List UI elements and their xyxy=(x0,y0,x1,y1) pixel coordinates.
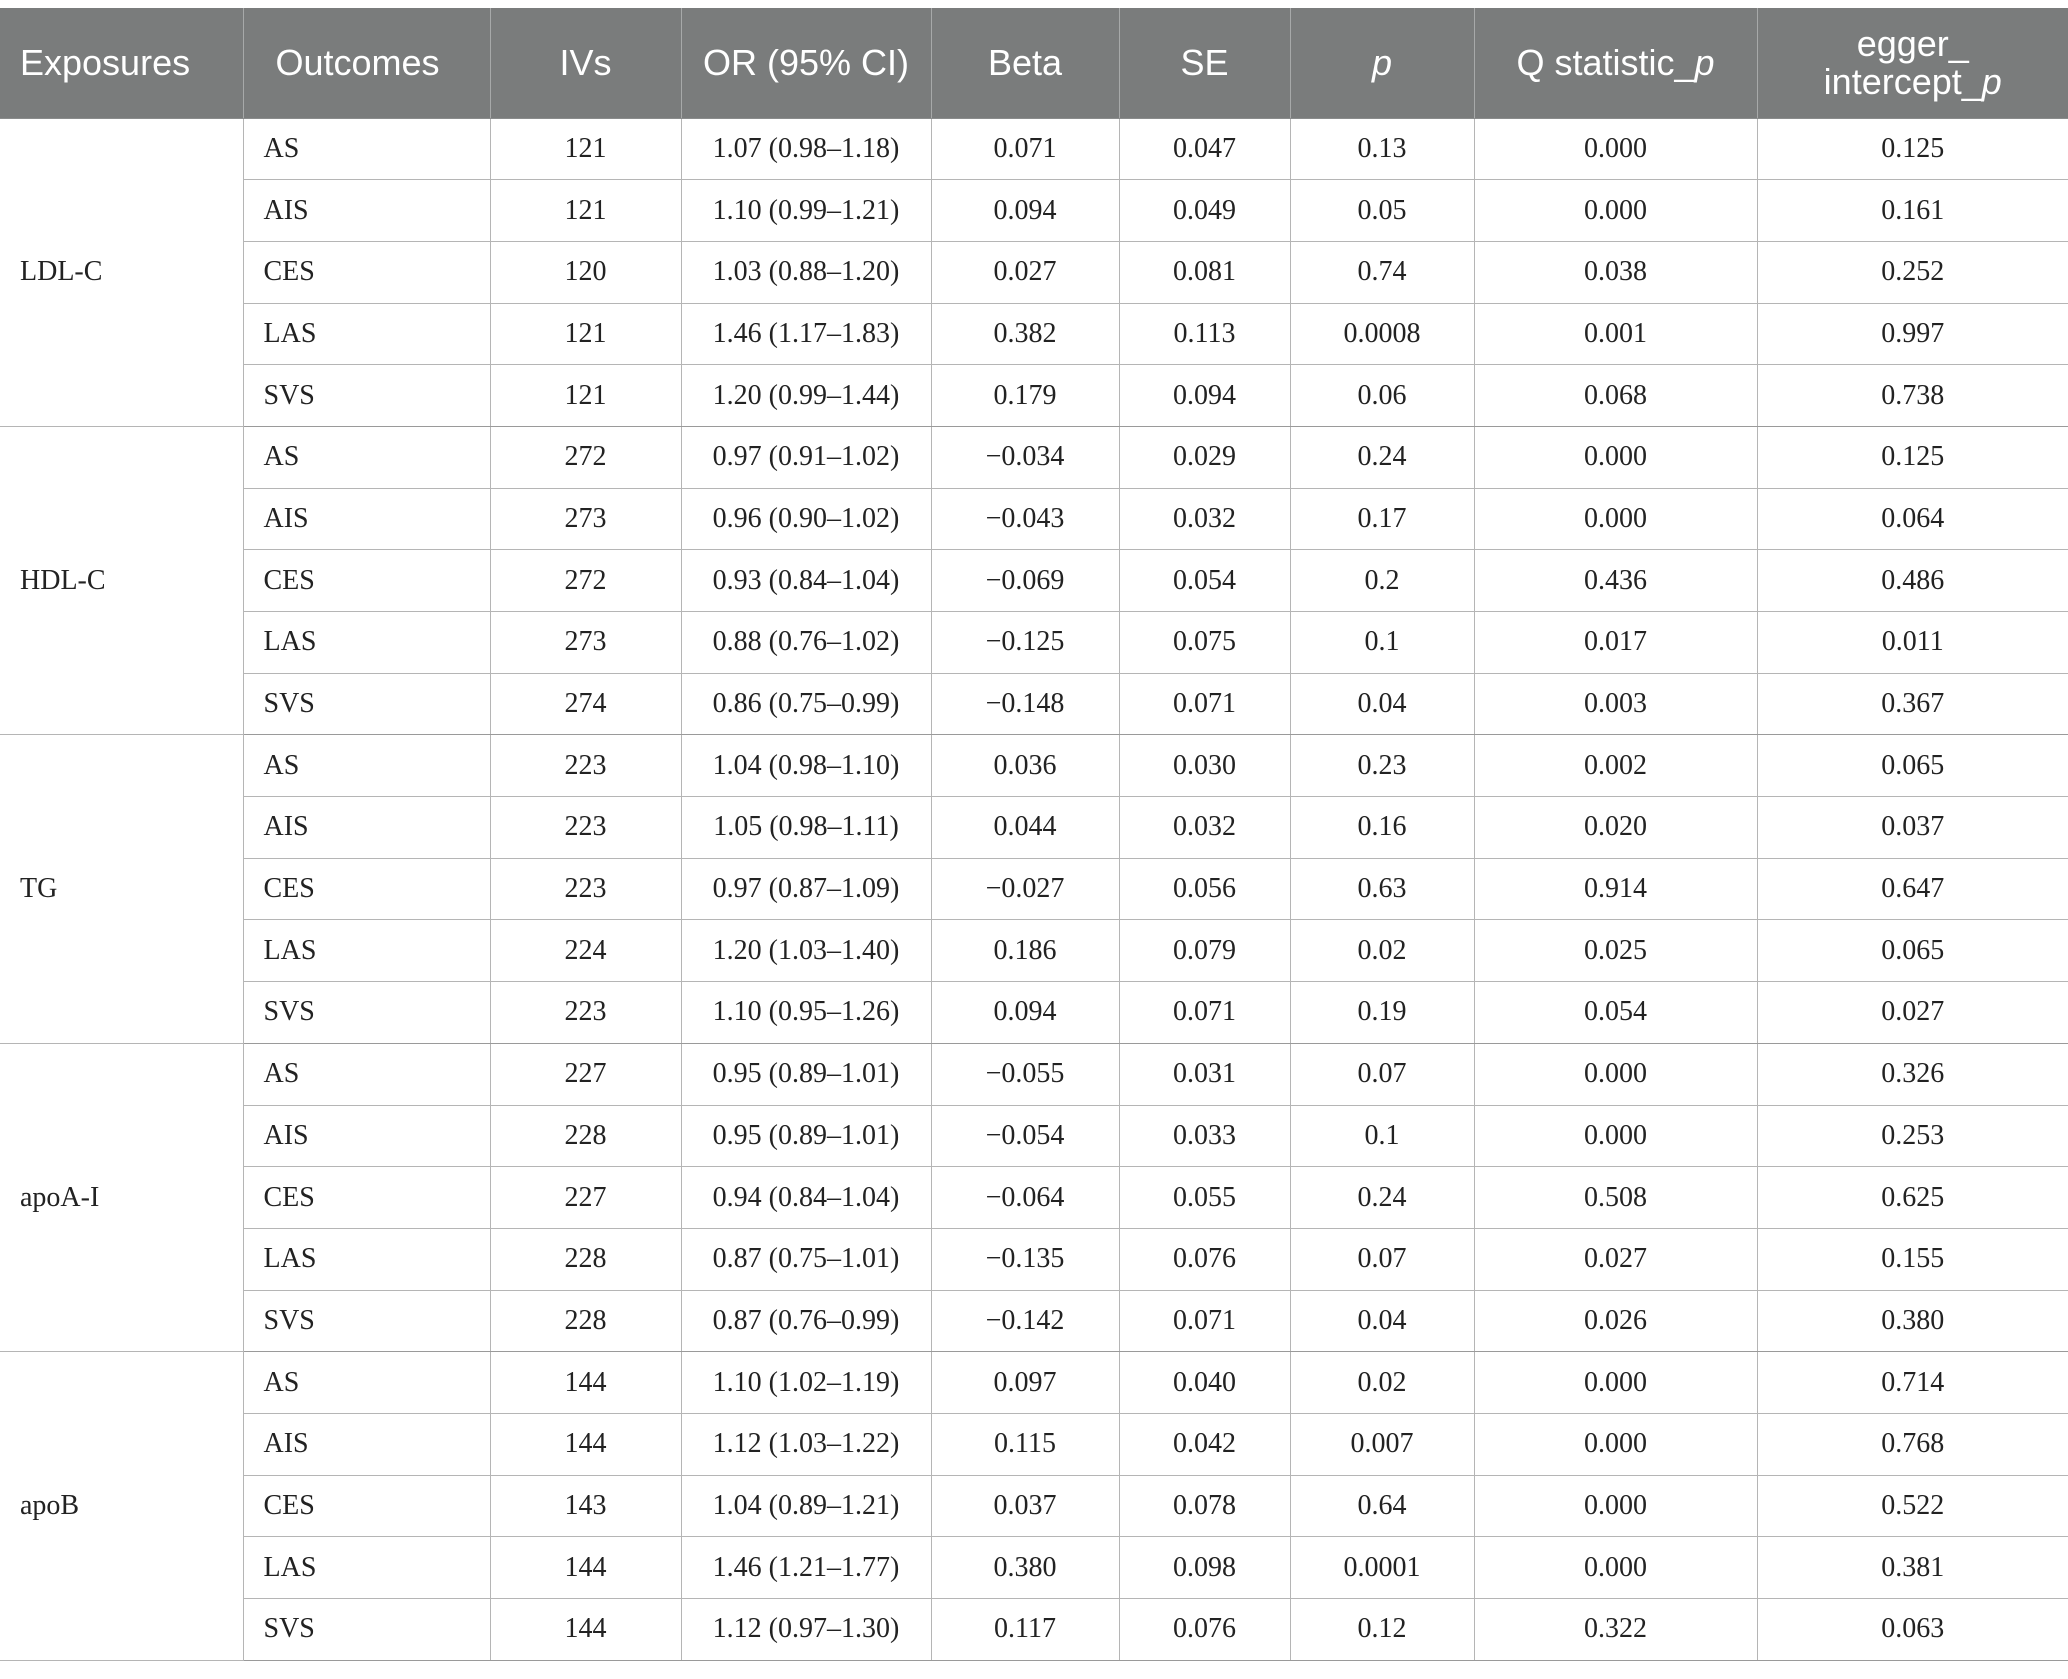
q-statistic-cell: 0.000 xyxy=(1474,118,1757,180)
header-q-italic: p xyxy=(1694,41,1715,83)
or-cell: 0.95 (0.89–1.01) xyxy=(681,1105,931,1167)
q-statistic-cell: 0.038 xyxy=(1474,241,1757,303)
p-cell: 0.13 xyxy=(1290,118,1474,180)
or-cell: 0.97 (0.91–1.02) xyxy=(681,426,931,488)
beta-cell: 0.115 xyxy=(931,1413,1119,1475)
outcome-cell: SVS xyxy=(243,1599,490,1661)
p-cell: 0.04 xyxy=(1290,1290,1474,1352)
p-cell: 0.23 xyxy=(1290,735,1474,797)
outcome-cell: AIS xyxy=(243,1413,490,1475)
table-row xyxy=(0,1105,2068,1167)
se-cell: 0.094 xyxy=(1119,365,1290,427)
table-row xyxy=(0,1537,2068,1599)
or-cell: 0.94 (0.84–1.04) xyxy=(681,1167,931,1229)
q-statistic-cell: 0.001 xyxy=(1474,303,1757,365)
q-statistic-cell: 0.914 xyxy=(1474,858,1757,920)
se-cell: 0.055 xyxy=(1119,1167,1290,1229)
beta-cell: −0.034 xyxy=(931,426,1119,488)
beta-cell: −0.027 xyxy=(931,858,1119,920)
se-cell: 0.079 xyxy=(1119,920,1290,982)
table-row xyxy=(0,426,2068,488)
p-cell: 0.02 xyxy=(1290,1352,1474,1414)
table-row xyxy=(0,982,2068,1044)
or-cell: 0.96 (0.90–1.02) xyxy=(681,488,931,550)
egger-intercept-cell: 0.997 xyxy=(1757,303,2068,365)
or-cell: 0.88 (0.76–1.02) xyxy=(681,612,931,674)
ivs-cell: 274 xyxy=(490,673,681,735)
table-row xyxy=(0,1475,2068,1537)
beta-cell: −0.069 xyxy=(931,550,1119,612)
p-cell: 0.12 xyxy=(1290,1599,1474,1661)
ivs-cell: 272 xyxy=(490,550,681,612)
beta-cell: 0.044 xyxy=(931,797,1119,859)
table-row xyxy=(0,241,2068,303)
exposure-cell: LDL-C xyxy=(0,118,243,426)
or-cell: 1.04 (0.89–1.21) xyxy=(681,1475,931,1537)
table-body xyxy=(0,118,2068,1660)
table-row xyxy=(0,612,2068,674)
table-row xyxy=(0,797,2068,859)
ivs-cell: 120 xyxy=(490,241,681,303)
beta-cell: −0.043 xyxy=(931,488,1119,550)
header-outcomes: Outcomes xyxy=(243,8,490,118)
or-cell: 1.46 (1.21–1.77) xyxy=(681,1537,931,1599)
or-cell: 1.05 (0.98–1.11) xyxy=(681,797,931,859)
header-q-prefix: Q statistic_ xyxy=(1516,41,1695,83)
egger-intercept-cell: 0.037 xyxy=(1757,797,2068,859)
table-row xyxy=(0,673,2068,735)
header-p-label: p xyxy=(1371,41,1393,83)
ivs-cell: 223 xyxy=(490,735,681,797)
se-cell: 0.113 xyxy=(1119,303,1290,365)
ivs-cell: 228 xyxy=(490,1105,681,1167)
egger-intercept-cell: 0.011 xyxy=(1757,612,2068,674)
se-cell: 0.071 xyxy=(1119,1290,1290,1352)
q-statistic-cell: 0.000 xyxy=(1474,1475,1757,1537)
egger-intercept-cell: 0.326 xyxy=(1757,1043,2068,1105)
ivs-cell: 224 xyxy=(490,920,681,982)
or-cell: 1.12 (0.97–1.30) xyxy=(681,1599,931,1661)
or-cell: 0.86 (0.75–0.99) xyxy=(681,673,931,735)
ivs-cell: 272 xyxy=(490,426,681,488)
ivs-cell: 223 xyxy=(490,982,681,1044)
ivs-cell: 144 xyxy=(490,1537,681,1599)
se-cell: 0.076 xyxy=(1119,1228,1290,1290)
table-row xyxy=(0,1228,2068,1290)
table-row xyxy=(0,1352,2068,1414)
outcome-cell: CES xyxy=(243,550,490,612)
q-statistic-cell: 0.000 xyxy=(1474,180,1757,242)
egger-intercept-cell: 0.252 xyxy=(1757,241,2068,303)
q-statistic-cell: 0.000 xyxy=(1474,1105,1757,1167)
q-statistic-cell: 0.436 xyxy=(1474,550,1757,612)
se-cell: 0.040 xyxy=(1119,1352,1290,1414)
beta-cell: 0.382 xyxy=(931,303,1119,365)
outcome-cell: AIS xyxy=(243,180,490,242)
or-cell: 1.10 (0.95–1.26) xyxy=(681,982,931,1044)
p-cell: 0.04 xyxy=(1290,673,1474,735)
table-row xyxy=(0,1599,2068,1661)
outcome-cell: AS xyxy=(243,735,490,797)
table-row xyxy=(0,303,2068,365)
outcome-cell: AS xyxy=(243,118,490,180)
p-cell: 0.1 xyxy=(1290,612,1474,674)
p-cell: 0.1 xyxy=(1290,1105,1474,1167)
or-cell: 1.20 (0.99–1.44) xyxy=(681,365,931,427)
exposure-cell: HDL-C xyxy=(0,426,243,734)
egger-intercept-cell: 0.768 xyxy=(1757,1413,2068,1475)
beta-cell: 0.380 xyxy=(931,1537,1119,1599)
outcome-cell: SVS xyxy=(243,1290,490,1352)
p-cell: 0.17 xyxy=(1290,488,1474,550)
beta-cell: −0.148 xyxy=(931,673,1119,735)
p-cell: 0.24 xyxy=(1290,1167,1474,1229)
header-egger-line1: egger_ xyxy=(1856,22,1969,64)
se-cell: 0.049 xyxy=(1119,180,1290,242)
or-cell: 1.46 (1.17–1.83) xyxy=(681,303,931,365)
q-statistic-cell: 0.000 xyxy=(1474,1537,1757,1599)
p-cell: 0.07 xyxy=(1290,1228,1474,1290)
egger-intercept-cell: 0.367 xyxy=(1757,673,2068,735)
outcome-cell: AIS xyxy=(243,797,490,859)
header-egger-italic: p xyxy=(1981,60,2002,102)
egger-intercept-cell: 0.647 xyxy=(1757,858,2068,920)
egger-intercept-cell: 0.714 xyxy=(1757,1352,2068,1414)
q-statistic-cell: 0.068 xyxy=(1474,365,1757,427)
ivs-cell: 227 xyxy=(490,1043,681,1105)
p-cell: 0.0001 xyxy=(1290,1537,1474,1599)
egger-intercept-cell: 0.065 xyxy=(1757,735,2068,797)
q-statistic-cell: 0.000 xyxy=(1474,1352,1757,1414)
egger-intercept-cell: 0.161 xyxy=(1757,180,2068,242)
se-cell: 0.042 xyxy=(1119,1413,1290,1475)
or-cell: 0.93 (0.84–1.04) xyxy=(681,550,931,612)
egger-intercept-cell: 0.064 xyxy=(1757,488,2068,550)
ivs-cell: 228 xyxy=(490,1290,681,1352)
egger-intercept-cell: 0.065 xyxy=(1757,920,2068,982)
beta-cell: 0.186 xyxy=(931,920,1119,982)
egger-intercept-cell: 0.155 xyxy=(1757,1228,2068,1290)
q-statistic-cell: 0.000 xyxy=(1474,426,1757,488)
table-row xyxy=(0,1413,2068,1475)
p-cell: 0.16 xyxy=(1290,797,1474,859)
se-cell: 0.031 xyxy=(1119,1043,1290,1105)
or-cell: 1.10 (0.99–1.21) xyxy=(681,180,931,242)
beta-cell: 0.097 xyxy=(931,1352,1119,1414)
ivs-cell: 223 xyxy=(490,858,681,920)
table-row xyxy=(0,858,2068,920)
beta-cell: 0.027 xyxy=(931,241,1119,303)
q-statistic-cell: 0.003 xyxy=(1474,673,1757,735)
q-statistic-cell: 0.054 xyxy=(1474,982,1757,1044)
egger-intercept-cell: 0.253 xyxy=(1757,1105,2068,1167)
exposure-cell: apoB xyxy=(0,1352,243,1660)
header-egger-intercept xyxy=(1757,8,2068,118)
q-statistic-cell: 0.000 xyxy=(1474,1043,1757,1105)
beta-cell: 0.179 xyxy=(931,365,1119,427)
table-row xyxy=(0,365,2068,427)
se-cell: 0.032 xyxy=(1119,797,1290,859)
se-cell: 0.081 xyxy=(1119,241,1290,303)
outcome-cell: AS xyxy=(243,426,490,488)
header-p xyxy=(1290,8,1474,118)
q-statistic-cell: 0.027 xyxy=(1474,1228,1757,1290)
outcome-cell: SVS xyxy=(243,673,490,735)
egger-intercept-cell: 0.381 xyxy=(1757,1537,2068,1599)
beta-cell: 0.071 xyxy=(931,118,1119,180)
egger-intercept-cell: 0.027 xyxy=(1757,982,2068,1044)
p-cell: 0.63 xyxy=(1290,858,1474,920)
se-cell: 0.056 xyxy=(1119,858,1290,920)
egger-intercept-cell: 0.125 xyxy=(1757,426,2068,488)
beta-cell: −0.135 xyxy=(931,1228,1119,1290)
outcome-cell: CES xyxy=(243,1475,490,1537)
or-cell: 0.87 (0.76–0.99) xyxy=(681,1290,931,1352)
se-cell: 0.071 xyxy=(1119,982,1290,1044)
se-cell: 0.071 xyxy=(1119,673,1290,735)
egger-intercept-cell: 0.522 xyxy=(1757,1475,2068,1537)
outcome-cell: AS xyxy=(243,1043,490,1105)
outcome-cell: LAS xyxy=(243,1228,490,1290)
outcome-cell: LAS xyxy=(243,612,490,674)
beta-cell: −0.125 xyxy=(931,612,1119,674)
q-statistic-cell: 0.017 xyxy=(1474,612,1757,674)
ivs-cell: 121 xyxy=(490,118,681,180)
beta-cell: 0.036 xyxy=(931,735,1119,797)
or-cell: 0.97 (0.87–1.09) xyxy=(681,858,931,920)
se-cell: 0.098 xyxy=(1119,1537,1290,1599)
beta-cell: 0.117 xyxy=(931,1599,1119,1661)
or-cell: 0.95 (0.89–1.01) xyxy=(681,1043,931,1105)
q-statistic-cell: 0.025 xyxy=(1474,920,1757,982)
ivs-cell: 121 xyxy=(490,180,681,242)
egger-intercept-cell: 0.380 xyxy=(1757,1290,2068,1352)
egger-intercept-cell: 0.738 xyxy=(1757,365,2068,427)
outcome-cell: CES xyxy=(243,1167,490,1229)
table-row xyxy=(0,1167,2068,1229)
outcome-cell: CES xyxy=(243,858,490,920)
ivs-cell: 223 xyxy=(490,797,681,859)
se-cell: 0.030 xyxy=(1119,735,1290,797)
header-ivs: IVs xyxy=(490,8,681,118)
beta-cell: −0.055 xyxy=(931,1043,1119,1105)
header-q-statistic xyxy=(1474,8,1757,118)
beta-cell: 0.094 xyxy=(931,982,1119,1044)
table-row xyxy=(0,1290,2068,1352)
table-row xyxy=(0,1043,2068,1105)
ivs-cell: 227 xyxy=(490,1167,681,1229)
egger-intercept-cell: 0.063 xyxy=(1757,1599,2068,1661)
header-or: OR (95% CI) xyxy=(681,8,931,118)
egger-intercept-cell: 0.625 xyxy=(1757,1167,2068,1229)
exposure-cell: apoA-I xyxy=(0,1043,243,1351)
results-table xyxy=(0,8,2068,1661)
header-row xyxy=(0,8,2068,118)
outcome-cell: AIS xyxy=(243,1105,490,1167)
outcome-cell: LAS xyxy=(243,920,490,982)
table-row xyxy=(0,180,2068,242)
header-se: SE xyxy=(1119,8,1290,118)
se-cell: 0.032 xyxy=(1119,488,1290,550)
or-cell: 1.10 (1.02–1.19) xyxy=(681,1352,931,1414)
se-cell: 0.076 xyxy=(1119,1599,1290,1661)
outcome-cell: LAS xyxy=(243,1537,490,1599)
beta-cell: 0.094 xyxy=(931,180,1119,242)
or-cell: 0.87 (0.75–1.01) xyxy=(681,1228,931,1290)
p-cell: 0.19 xyxy=(1290,982,1474,1044)
table-row xyxy=(0,920,2068,982)
se-cell: 0.075 xyxy=(1119,612,1290,674)
se-cell: 0.029 xyxy=(1119,426,1290,488)
outcome-cell: LAS xyxy=(243,303,490,365)
ivs-cell: 121 xyxy=(490,303,681,365)
q-statistic-cell: 0.508 xyxy=(1474,1167,1757,1229)
ivs-cell: 143 xyxy=(490,1475,681,1537)
ivs-cell: 121 xyxy=(490,365,681,427)
beta-cell: −0.142 xyxy=(931,1290,1119,1352)
se-cell: 0.033 xyxy=(1119,1105,1290,1167)
beta-cell: 0.037 xyxy=(931,1475,1119,1537)
p-cell: 0.007 xyxy=(1290,1413,1474,1475)
or-cell: 1.20 (1.03–1.40) xyxy=(681,920,931,982)
or-cell: 1.12 (1.03–1.22) xyxy=(681,1413,931,1475)
ivs-cell: 228 xyxy=(490,1228,681,1290)
p-cell: 0.06 xyxy=(1290,365,1474,427)
or-cell: 1.07 (0.98–1.18) xyxy=(681,118,931,180)
or-cell: 1.04 (0.98–1.10) xyxy=(681,735,931,797)
ivs-cell: 144 xyxy=(490,1413,681,1475)
q-statistic-cell: 0.026 xyxy=(1474,1290,1757,1352)
q-statistic-cell: 0.322 xyxy=(1474,1599,1757,1661)
p-cell: 0.02 xyxy=(1290,920,1474,982)
egger-intercept-cell: 0.125 xyxy=(1757,118,2068,180)
table-row xyxy=(0,735,2068,797)
table-header xyxy=(0,8,2068,118)
outcome-cell: SVS xyxy=(243,365,490,427)
beta-cell: −0.054 xyxy=(931,1105,1119,1167)
se-cell: 0.054 xyxy=(1119,550,1290,612)
egger-intercept-cell: 0.486 xyxy=(1757,550,2068,612)
header-exposures: Exposures xyxy=(0,8,243,118)
q-statistic-cell: 0.020 xyxy=(1474,797,1757,859)
table-row xyxy=(0,118,2068,180)
header-beta: Beta xyxy=(931,8,1119,118)
p-cell: 0.0008 xyxy=(1290,303,1474,365)
q-statistic-cell: 0.002 xyxy=(1474,735,1757,797)
header-egger-line2: intercept_ xyxy=(1823,60,1982,102)
se-cell: 0.047 xyxy=(1119,118,1290,180)
or-cell: 1.03 (0.88–1.20) xyxy=(681,241,931,303)
ivs-cell: 144 xyxy=(490,1352,681,1414)
exposure-cell: TG xyxy=(0,735,243,1043)
beta-cell: −0.064 xyxy=(931,1167,1119,1229)
p-cell: 0.2 xyxy=(1290,550,1474,612)
se-cell: 0.078 xyxy=(1119,1475,1290,1537)
ivs-cell: 273 xyxy=(490,612,681,674)
p-cell: 0.05 xyxy=(1290,180,1474,242)
p-cell: 0.64 xyxy=(1290,1475,1474,1537)
outcome-cell: AS xyxy=(243,1352,490,1414)
ivs-cell: 144 xyxy=(490,1599,681,1661)
p-cell: 0.74 xyxy=(1290,241,1474,303)
table-row xyxy=(0,550,2068,612)
outcome-cell: CES xyxy=(243,241,490,303)
p-cell: 0.07 xyxy=(1290,1043,1474,1105)
outcome-cell: AIS xyxy=(243,488,490,550)
table-row xyxy=(0,488,2068,550)
ivs-cell: 273 xyxy=(490,488,681,550)
q-statistic-cell: 0.000 xyxy=(1474,488,1757,550)
outcome-cell: SVS xyxy=(243,982,490,1044)
p-cell: 0.24 xyxy=(1290,426,1474,488)
q-statistic-cell: 0.000 xyxy=(1474,1413,1757,1475)
